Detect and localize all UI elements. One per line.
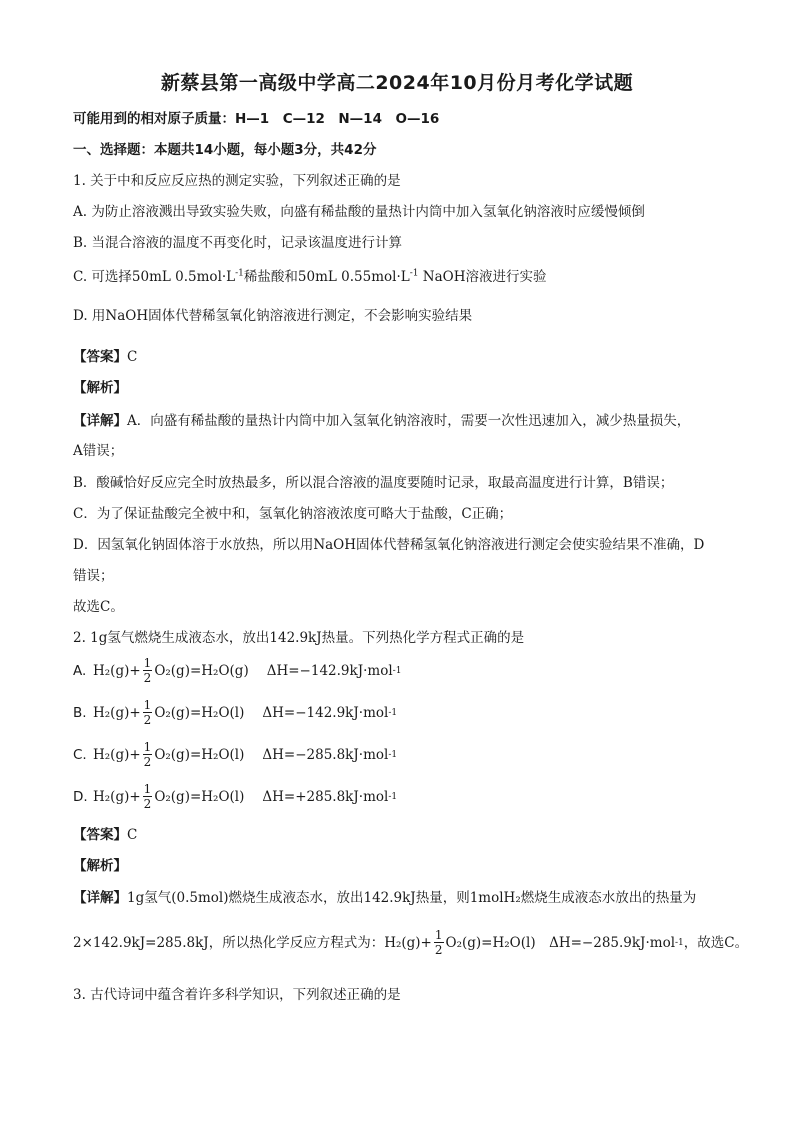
option-c-mid: 稀盐酸和50mL 0.55mol·L xyxy=(243,269,410,285)
question-1-stem: 1. 关于中和反应反应热的测定实验，下列叙述正确的是 xyxy=(73,173,401,189)
answer-value: C xyxy=(127,349,138,365)
question-2-stem: 2. 1g氢气燃烧生成液态水，放出142.9kJ热量。下列热化学方程式正确的是 xyxy=(73,630,525,646)
fraction-numerator: 1 xyxy=(434,928,443,942)
question-1-answer xyxy=(73,348,137,366)
equation-rhs: O₂(g)=H₂O(l) xyxy=(154,746,245,763)
enthalpy-change: ΔH=−142.9kJ·mol xyxy=(262,704,389,721)
question-2-option-b: B. H₂(g)+ $\frac{1}{2}$ O₂(g)=H₂O(l) ΔH=−142.9kJ·mol -1 xyxy=(73,698,398,727)
question-1-detail-line-2: A错误； xyxy=(73,443,124,459)
fraction-denominator: 2 xyxy=(143,671,152,685)
option-letter: C. xyxy=(73,746,87,763)
option-c-suffix: NaOH溶液进行实验 xyxy=(418,269,547,285)
fraction-numerator: 1 xyxy=(143,656,152,670)
atomic-masses-line: 可能用到的相对原子质量：H—1 C—12 N—14 O—16 xyxy=(73,111,440,127)
equation-lhs: H₂(g)+ xyxy=(93,788,141,805)
detail-text-a: 2×142.9kJ=285.8kJ，所以热化学反应方程式为：H₂(g)+ xyxy=(73,934,432,951)
answer-label: 【答案】 xyxy=(73,827,127,843)
question-1-option-c xyxy=(73,268,547,286)
detail-label: 【详解】 xyxy=(73,890,127,906)
enthalpy-change: ΔH=+285.8kJ·mol xyxy=(262,788,389,805)
option-letter: D. xyxy=(73,788,88,805)
question-1-detail-line-1 xyxy=(73,412,690,430)
section-heading: 一、选择题：本题共14小题，每小题3分，共42分 xyxy=(73,142,377,158)
question-2-detail-line-2: 2×142.9kJ=285.8kJ，所以热化学反应方程式为：H₂(g)+ $\frac{1}{2}$ O₂(g)=H₂O(l) ΔH=−285.9kJ·mol -1 ，故选C。 xyxy=(73,928,749,957)
question-3-stem: 3. 古代诗词中蕴含着许多科学知识，下列叙述正确的是 xyxy=(73,987,401,1003)
question-1-option-d: D. 用NaOH固体代替稀氢氧化钠溶液进行测定，不会影响实验结果 xyxy=(73,308,473,324)
fraction-numerator: 1 xyxy=(143,740,152,754)
fraction-denominator: 2 xyxy=(143,755,152,769)
question-2-option-c: C. H₂(g)+ $\frac{1}{2}$ O₂(g)=H₂O(l) ΔH=−285.8kJ·mol -1 xyxy=(73,740,398,769)
question-2-detail-line-1 xyxy=(73,889,696,907)
fraction xyxy=(143,656,153,685)
fraction xyxy=(143,698,153,727)
fraction-denominator: 2 xyxy=(434,943,443,957)
question-1-detail-line-6: 错误； xyxy=(73,568,114,584)
option-c-prefix: C. 可选择50mL 0.5mol·L xyxy=(73,269,236,285)
fraction-numerator: 1 xyxy=(143,698,152,712)
detail-label: 【详解】 xyxy=(73,413,127,429)
option-letter: B. xyxy=(73,704,87,721)
question-1-option-a: A. 为防止溶液溅出导致实验失败，向盛有稀盐酸的量热计内筒中加入氢氧化钠溶液时应缓慢倾倒 xyxy=(73,204,645,220)
question-2-option-a: A. H₂(g)+ $\frac{1}{2}$ O₂(g)=H₂O(g) ΔH=−142.9kJ·mol -1 xyxy=(73,656,402,685)
option-letter: A. xyxy=(73,662,87,679)
answer-value: C xyxy=(127,827,138,843)
fraction xyxy=(143,782,153,811)
enthalpy-change: ΔH=−142.9kJ·mol xyxy=(266,662,393,679)
question-2-option-d: D. H₂(g)+ $\frac{1}{2}$ O₂(g)=H₂O(l) ΔH=+285.8kJ·mol -1 xyxy=(73,782,398,811)
question-1-option-b: B. 当混合溶液的温度不再变化时，记录该温度进行计算 xyxy=(73,235,403,251)
question-1-detail-line-5: D．因氢氧化钠固体溶于水放热，所以用NaOH固体代替稀氢氧化钠溶液进行测定会使实验结果不准确，D xyxy=(73,537,705,553)
equation-rhs: O₂(g)=H₂O(g) xyxy=(154,662,249,679)
question-1-detail-line-4: C．为了保证盐酸完全被中和，氢氧化钠溶液浓度可略大于盐酸，C正确； xyxy=(73,506,513,522)
detail-text: A．向盛有稀盐酸的量热计内筒中加入氢氧化钠溶液时，需要一次性迅速加入，减少热量损失， xyxy=(127,413,691,429)
equation-lhs: H₂(g)+ xyxy=(93,662,141,679)
fraction-numerator: 1 xyxy=(143,782,152,796)
fraction-denominator: 2 xyxy=(143,797,152,811)
question-1-conclusion: 故选C。 xyxy=(73,599,124,615)
question-1-analysis-label: 【解析】 xyxy=(73,380,127,396)
detail-text: 1g氢气(0.5mol)燃烧生成液态水，放出142.9kJ热量，则1molH₂燃烧生成液态水放出的热量为 xyxy=(127,890,697,906)
enthalpy-change: ΔH=−285.8kJ·mol xyxy=(262,746,389,763)
question-1-detail-line-3: B．酸碱恰好反应完全时放热最多，所以混合溶液的温度要随时记录，取最高温度进行计算，B错误； xyxy=(73,475,674,491)
detail-text-c: ，故选C。 xyxy=(683,934,749,951)
unit-exponent: -1 xyxy=(409,268,419,279)
answer-label: 【答案】 xyxy=(73,349,127,365)
equation-rhs: O₂(g)=H₂O(l) xyxy=(154,704,245,721)
question-2-answer xyxy=(73,826,137,844)
fraction xyxy=(434,928,444,957)
fraction xyxy=(143,740,153,769)
fraction-denominator: 2 xyxy=(143,713,152,727)
detail-text-b: O₂(g)=H₂O(l) ΔH=−285.9kJ·mol xyxy=(445,934,676,951)
unit-exponent: -1 xyxy=(235,268,244,279)
equation-rhs: O₂(g)=H₂O(l) xyxy=(154,788,245,805)
equation-lhs: H₂(g)+ xyxy=(93,746,141,763)
equation-lhs: H₂(g)+ xyxy=(93,704,141,721)
page-title: 新蔡县第一高级中学高二2024年10月份月考化学试题 xyxy=(160,72,634,94)
question-2-analysis-label: 【解析】 xyxy=(73,858,127,874)
